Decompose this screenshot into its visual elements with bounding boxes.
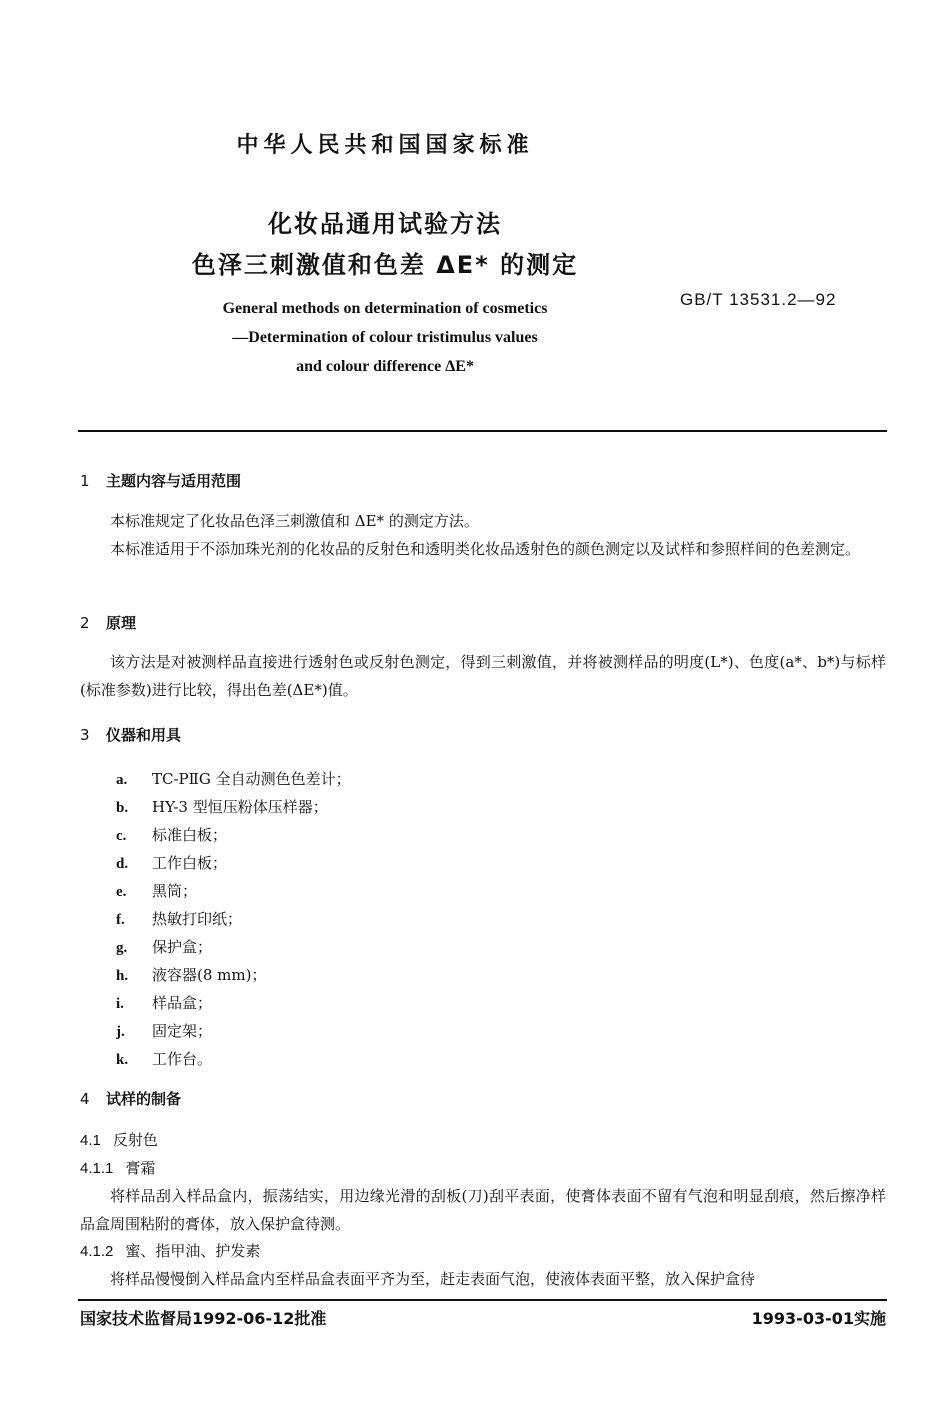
list-item-letter: f. bbox=[116, 912, 125, 928]
standard-code: GB/T 13531.2—92 bbox=[680, 290, 837, 309]
section-1-title: 主题内容与适用范围 bbox=[106, 472, 242, 490]
list-item-text: 热敏打印纸； bbox=[152, 910, 243, 928]
document-title-cn-line2: 色泽三刺激值和色差 ΔE* 的测定 bbox=[191, 251, 579, 279]
list-item-text: 工作台。 bbox=[152, 1050, 213, 1068]
list-item bbox=[116, 1045, 351, 1073]
list-item-text: HY-3 型恒压粉体压样器； bbox=[152, 798, 328, 816]
list-item-letter: b. bbox=[116, 800, 129, 816]
subsection-4-1-2-title: 蜜、指甲油、护发素 bbox=[125, 1242, 261, 1260]
list-item bbox=[116, 821, 351, 849]
header-divider bbox=[78, 430, 887, 432]
implementation-date: 1993-03-01实施 bbox=[751, 1309, 886, 1328]
list-item-text: 保护盒； bbox=[152, 938, 213, 956]
section-1-paragraph-2: 本标准适用于不添加珠光剂的化妆品的反射色和透明类化妆品透射色的颜色测定以及试样和参照样间的色差测定。 bbox=[110, 540, 861, 558]
section-2-title: 原理 bbox=[106, 614, 137, 632]
document-title-en-line3: and colour difference ΔE* bbox=[296, 358, 474, 375]
list-item-letter: c. bbox=[116, 828, 127, 844]
section-1-paragraph-1: 本标准规定了化妆品色泽三刺激值和 ΔE* 的测定方法。 bbox=[110, 512, 479, 530]
section-4-number: 4 bbox=[80, 1090, 90, 1108]
document-title-en-line1: General methods on determination of cosmetics bbox=[222, 300, 548, 317]
list-item-letter: h. bbox=[116, 968, 129, 984]
section-1-heading bbox=[80, 470, 241, 491]
list-item-text: 工作白板； bbox=[152, 854, 228, 872]
subsection-4-1-title: 反射色 bbox=[112, 1131, 158, 1149]
list-item-letter: j. bbox=[116, 1024, 125, 1040]
list-item-letter: k. bbox=[116, 1052, 129, 1068]
subsection-4-1-1-heading bbox=[80, 1157, 155, 1178]
list-item bbox=[116, 1017, 351, 1045]
list-item bbox=[116, 877, 351, 905]
section-4-heading bbox=[80, 1088, 181, 1109]
list-item-text: 标准白板； bbox=[152, 826, 228, 844]
footer-divider bbox=[78, 1299, 887, 1301]
section-3-title: 仪器和用具 bbox=[106, 726, 182, 744]
subsection-4-1-1-number: 4.1.1 bbox=[80, 1160, 114, 1177]
national-standard-heading: 中华人民共和国国家标准 bbox=[236, 133, 534, 158]
subsection-4-1-1-title: 膏霜 bbox=[125, 1159, 156, 1177]
list-item bbox=[116, 989, 351, 1017]
section-2-paragraph-1: 该方法是对被测样品直接进行透射色或反射色测定，得到三刺激值，并将被测样品的明度(L*)、色度(a*、b*)与标样(标准参数)进行比较，得出色差(ΔE*)值。 bbox=[80, 653, 886, 699]
document-title-en-line2: —Determination of colour tristimulus values bbox=[232, 329, 538, 346]
list-item bbox=[116, 933, 351, 961]
subsection-4-1-2-heading bbox=[80, 1240, 260, 1261]
list-item-text: 样品盒； bbox=[152, 994, 213, 1012]
subsection-4-1-number: 4.1 bbox=[80, 1132, 101, 1149]
document-title-cn-line1: 化妆品通用试验方法 bbox=[268, 210, 502, 238]
subsection-4-1-2-number: 4.1.2 bbox=[80, 1243, 114, 1260]
list-item-text: TC-PⅡG 全自动测色色差计； bbox=[152, 770, 351, 788]
approval-date: 国家技术监督局1992-06-12批准 bbox=[80, 1309, 327, 1328]
section-1-number: 1 bbox=[80, 472, 90, 490]
list-item bbox=[116, 961, 351, 989]
section-2-number: 2 bbox=[80, 614, 90, 632]
instrument-list bbox=[116, 765, 351, 1073]
list-item-letter: e. bbox=[116, 884, 127, 900]
section-2-heading bbox=[80, 612, 136, 633]
list-item-letter: i. bbox=[116, 996, 124, 1012]
subsection-4-1-1-paragraph: 将样品刮入样品盒内，振荡结实，用边缘光滑的刮板(刀)刮平表面，使膏体表面不留有气泡和明显刮痕，然后擦净样品盒周围粘附的膏体，放入保护盒待测。 bbox=[80, 1187, 886, 1233]
section-4-title: 试样的制备 bbox=[106, 1090, 182, 1108]
list-item-letter: g. bbox=[116, 940, 128, 956]
list-item bbox=[116, 905, 351, 933]
subsection-4-1-heading bbox=[80, 1129, 158, 1150]
list-item-text: 液容器(8 mm)； bbox=[152, 966, 267, 984]
list-item-text: 黑筒； bbox=[152, 882, 198, 900]
section-3-heading bbox=[80, 724, 181, 745]
section-3-number: 3 bbox=[80, 726, 90, 744]
list-item-letter: d. bbox=[116, 856, 129, 872]
list-item-text: 固定架； bbox=[152, 1022, 213, 1040]
list-item-letter: a. bbox=[116, 772, 128, 788]
list-item bbox=[116, 793, 351, 821]
list-item bbox=[116, 849, 351, 877]
subsection-4-1-2-paragraph: 将样品慢慢倒入样品盒内至样品盒表面平齐为至，赶走表面气泡，使液体表面平整，放入保护盒待 bbox=[110, 1270, 756, 1288]
list-item bbox=[116, 765, 351, 793]
